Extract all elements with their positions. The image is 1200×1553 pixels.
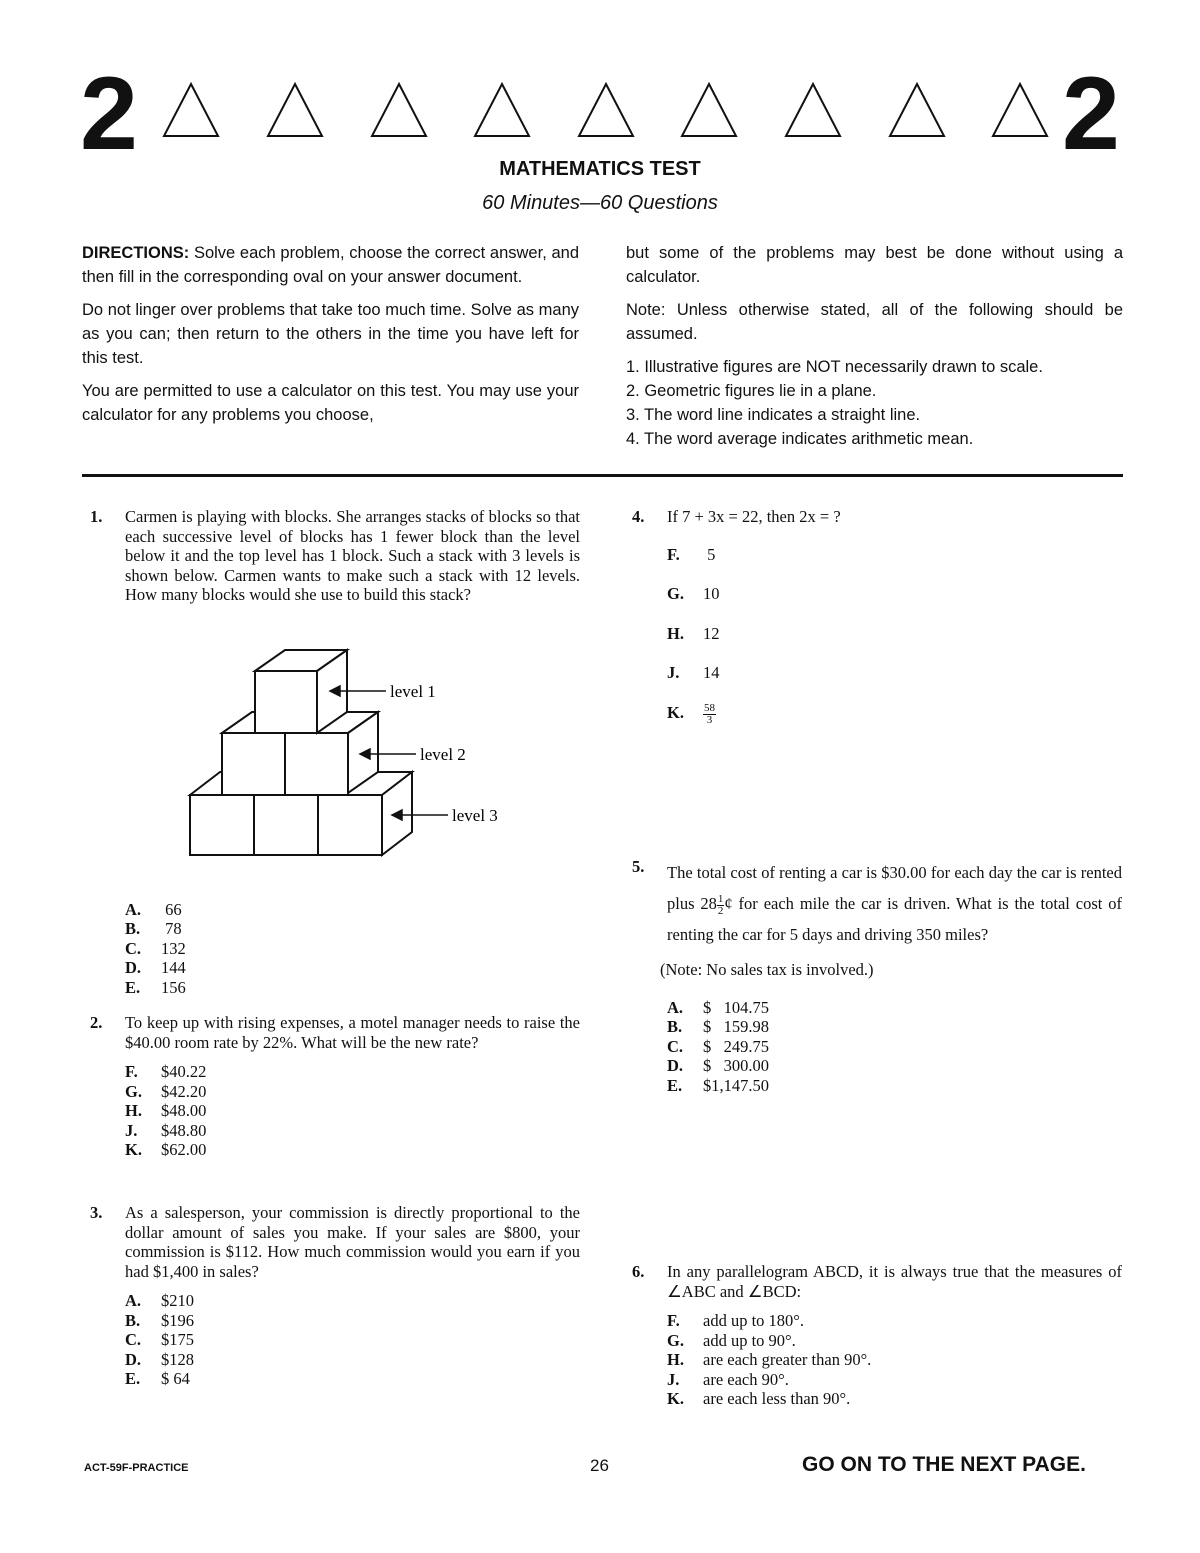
fraction-denominator: 3 <box>706 713 713 726</box>
option-letter: H. <box>667 1350 684 1369</box>
option-value: $210 <box>161 1291 194 1310</box>
triangle-icon <box>266 82 324 138</box>
directions-paragraph-1 <box>82 241 579 289</box>
triangle-border <box>162 82 1052 140</box>
question-stem: As a salesperson, your commission is directly proportional to the dollar amount of sales you make. If your sales are $800, your commission is $112. How much commission would you earn if you had $1,400 in sales? <box>125 1203 580 1281</box>
answer-option-d[interactable] <box>125 1350 580 1370</box>
option-value: are each 90°. <box>703 1369 789 1389</box>
question-number: 5. <box>632 857 645 876</box>
option-value: 14 <box>703 663 720 682</box>
directions-text: Solve each problem, choose the correct answer, and then fill in the corresponding oval on your answer document. <box>82 244 579 286</box>
answer-option-f[interactable] <box>667 1311 1122 1331</box>
question-2 <box>90 1013 580 1160</box>
answer-option-h[interactable] <box>667 1350 1122 1370</box>
triangle-icon <box>370 82 428 138</box>
option-letter: J. <box>667 1369 680 1389</box>
question-number: 3. <box>90 1203 103 1222</box>
answer-option-j[interactable] <box>667 663 1122 703</box>
option-letter: G. <box>125 1081 142 1101</box>
answer-option-a[interactable] <box>667 998 1122 1018</box>
answer-options <box>125 1062 580 1160</box>
question-3 <box>90 1203 580 1389</box>
answer-option-c[interactable] <box>667 1037 1122 1057</box>
assumption-item: 4. The word average indicates arithmetic mean. <box>626 430 974 448</box>
fraction-denominator: 2 <box>717 904 724 917</box>
answer-option-j[interactable] <box>125 1121 580 1141</box>
option-value: $ 300.00 <box>703 1056 769 1075</box>
figure-label-level-2: level 2 <box>420 745 466 764</box>
triangle-icon <box>888 82 946 138</box>
figure-label-level-3: level 3 <box>452 806 498 825</box>
option-letter: H. <box>125 1101 142 1120</box>
form-code: ACT-59F-PRACTICE <box>84 1462 189 1474</box>
question-number: 6. <box>632 1262 645 1281</box>
question-6 <box>632 1262 1122 1409</box>
question-number: 4. <box>632 507 645 526</box>
option-letter: B. <box>125 919 141 938</box>
fraction <box>703 703 716 743</box>
answer-option-h[interactable] <box>125 1101 580 1121</box>
assumption-item: 2. Geometric figures lie in a plane. <box>626 382 877 400</box>
option-value: $175 <box>161 1330 194 1349</box>
directions-label: DIRECTIONS: <box>82 244 190 262</box>
answer-option-a[interactable] <box>125 900 580 920</box>
stem-text: The total cost of renting a car is $30.00 for each day the car is rented plus 28 <box>667 863 1122 913</box>
answer-option-e[interactable] <box>125 978 580 998</box>
option-letter: B. <box>667 1017 683 1036</box>
answer-options <box>667 545 1122 743</box>
option-value: $62.00 <box>161 1140 207 1159</box>
assumption-item: 1. Illustrative figures are NOT necessarily drawn to scale. <box>626 358 1043 376</box>
test-subtitle: 60 Minutes—60 Questions <box>482 192 718 214</box>
option-value: 156 <box>161 977 186 997</box>
directions-paragraph-2: Do not linger over problems that take too much time. Solve as many as you can; then return to the others in the time you have left for this test. <box>82 301 579 367</box>
option-letter: F. <box>125 1062 138 1081</box>
option-letter: B. <box>125 1310 141 1330</box>
answer-option-g[interactable] <box>125 1082 580 1102</box>
option-letter: J. <box>667 663 680 682</box>
triangle-icon <box>680 82 738 138</box>
page-number: 26 <box>590 1456 609 1475</box>
option-letter: E. <box>667 1075 683 1095</box>
answer-option-b[interactable] <box>125 919 580 939</box>
option-letter: C. <box>125 1330 142 1349</box>
option-value: $196 <box>161 1310 194 1330</box>
option-value: $ 249.75 <box>703 1036 769 1056</box>
option-letter: D. <box>667 1056 684 1075</box>
question-stem: In any parallelogram ABCD, it is always true that the measures of ∠ABC and ∠BCD: <box>667 1262 1122 1301</box>
level-3-front <box>190 795 382 855</box>
option-letter: A. <box>667 997 684 1017</box>
answer-options <box>125 1291 580 1389</box>
figure-label-level-1: level 1 <box>390 682 436 701</box>
fraction-numerator: 1 <box>717 892 724 905</box>
option-letter: E. <box>125 977 141 997</box>
go-on-notice: GO ON TO THE NEXT PAGE. <box>802 1453 1086 1476</box>
answer-option-f[interactable] <box>667 545 1122 585</box>
option-value: $128 <box>161 1349 194 1369</box>
option-letter: D. <box>125 1349 142 1369</box>
option-letter: C. <box>125 938 142 958</box>
option-value: are each greater than 90°. <box>703 1350 872 1369</box>
option-value: $ 64 <box>161 1369 190 1388</box>
answer-option-h[interactable] <box>667 624 1122 664</box>
option-letter: F. <box>667 1311 680 1330</box>
answer-option-b[interactable] <box>667 1017 1122 1037</box>
triangle-icon <box>162 82 220 138</box>
option-letter: F. <box>667 544 680 564</box>
option-letter: D. <box>125 958 142 977</box>
section-divider <box>82 474 1123 477</box>
option-value: $40.22 <box>161 1062 207 1081</box>
stem-text: ¢ for each mile the car is driven. What is the total cost of renting the car for 5 days and driving 350 miles? <box>667 894 1122 944</box>
directions-right-column <box>626 241 1123 451</box>
question-stem: If 7 + 3x = 22, then 2x = ? <box>667 507 841 526</box>
option-value: $48.80 <box>161 1120 207 1140</box>
option-letter: J. <box>125 1120 138 1140</box>
option-value: $ 104.75 <box>703 997 769 1017</box>
section-number-left: 2 <box>80 56 136 172</box>
option-value: $48.00 <box>161 1101 207 1120</box>
assumptions-list <box>626 355 1123 451</box>
question-stem: Carmen is playing with blocks. She arranges stacks of blocks so that each successive level of blocks has 1 fewer block than the level below it and the top level has 1 block. Such a stack with 3 levels is shown below. Carmen wants to make such a stack with 12 levels. How many blocks would she use to build this stack? <box>125 507 580 604</box>
directions-left-column <box>82 241 579 436</box>
option-letter: A. <box>125 899 142 919</box>
directions-paragraph-3: You are permitted to use a calculator on this test. You may use your calculator for any problems you choose, <box>82 382 579 424</box>
answer-option-k[interactable] <box>125 1140 580 1160</box>
option-value: are each less than 90°. <box>703 1389 851 1408</box>
answer-options <box>667 1311 1122 1409</box>
answer-option-c[interactable] <box>125 939 580 959</box>
block-stack-figure <box>180 640 540 860</box>
triangle-icon <box>784 82 842 138</box>
section-number-right: 2 <box>1062 56 1118 172</box>
option-letter: C. <box>667 1036 684 1056</box>
question-stem <box>667 857 1122 950</box>
option-value: add up to 90°. <box>703 1330 796 1350</box>
answer-option-k[interactable] <box>667 1389 1122 1409</box>
answer-option-k[interactable] <box>667 703 1122 743</box>
option-letter: G. <box>667 1330 684 1350</box>
answer-option-f[interactable] <box>125 1062 580 1082</box>
option-value: $ 159.98 <box>703 1017 769 1036</box>
question-number: 2. <box>90 1013 103 1032</box>
triangle-icon <box>577 82 635 138</box>
question-4 <box>632 507 1122 742</box>
option-letter: A. <box>125 1291 142 1310</box>
option-letter: K. <box>667 702 684 722</box>
question-note: (Note: No sales tax is involved.) <box>660 960 874 979</box>
test-title: MATHEMATICS TEST <box>499 158 701 180</box>
option-value: 66 <box>161 899 182 919</box>
answer-option-d[interactable] <box>667 1056 1122 1076</box>
answer-option-g[interactable] <box>667 584 1122 624</box>
option-value: 10 <box>703 584 720 603</box>
option-letter: E. <box>125 1369 141 1388</box>
answer-option-e[interactable] <box>125 1369 580 1389</box>
assumption-item: 3. The word line indicates a straight line. <box>626 406 921 424</box>
question-stem: To keep up with rising expenses, a motel manager needs to raise the $40.00 room rate by 22%. What will be the new rate? <box>125 1013 580 1052</box>
option-value: $42.20 <box>161 1081 207 1101</box>
answer-options <box>667 998 1122 1096</box>
answer-option-g[interactable] <box>667 1331 1122 1351</box>
answer-option-e[interactable] <box>667 1076 1122 1096</box>
option-value: 78 <box>161 919 182 938</box>
triangle-icon <box>473 82 531 138</box>
option-letter: G. <box>667 584 684 603</box>
answer-options <box>125 900 580 998</box>
question-5 <box>632 857 1122 1095</box>
option-letter: K. <box>125 1140 142 1159</box>
answer-option-b[interactable] <box>125 1311 580 1331</box>
option-value: 144 <box>161 958 186 977</box>
option-value: 132 <box>161 938 186 958</box>
directions-note: Note: Unless otherwise stated, all of the following should be assumed. <box>626 301 1123 343</box>
answer-option-d[interactable] <box>125 958 580 978</box>
answer-option-c[interactable] <box>125 1330 580 1350</box>
option-value: 12 <box>703 623 720 643</box>
option-value: $1,147.50 <box>703 1075 769 1095</box>
fraction-numerator: 58 <box>704 701 715 714</box>
option-letter: K. <box>667 1389 684 1408</box>
level-1-front <box>255 671 317 733</box>
directions-continued: but some of the problems may best be done without using a calculator. <box>626 244 1123 286</box>
option-value: add up to 180°. <box>703 1311 805 1330</box>
triangle-icon <box>991 82 1049 138</box>
question-number: 1. <box>90 507 103 526</box>
answer-option-a[interactable] <box>125 1291 580 1311</box>
option-value: 5 <box>703 544 716 564</box>
option-letter: H. <box>667 623 684 643</box>
answer-option-j[interactable] <box>667 1370 1122 1390</box>
